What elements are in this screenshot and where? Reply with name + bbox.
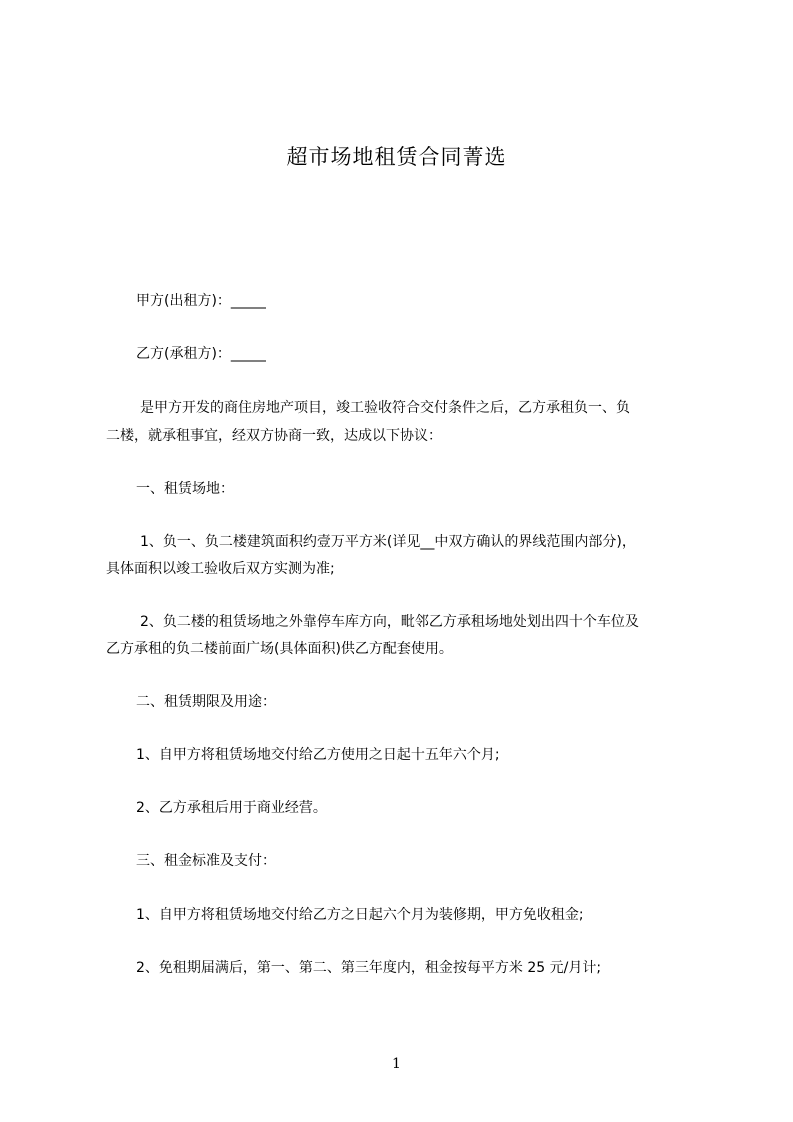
section-2-item-1: 1、自甲方将租赁场地交付给乙方使用之日起十五年六个月; <box>136 747 500 763</box>
section-1-heading: 一、租赁场地： <box>136 481 234 497</box>
section-1-item-1-line-1: 1、负一、负二楼建筑面积约壹万平方米(详见__中双方确认的界线范围内部分)， <box>140 534 636 550</box>
intro-paragraph-line-1: 是甲方开发的商住房地产项目，竣工验收符合交付条件之后，乙方承租负一、负 <box>140 400 630 416</box>
party-b-line: 乙方(承租方)：_____ <box>136 346 266 362</box>
section-3-item-1: 1、自甲方将租赁场地交付给乙方之日起六个月为装修期，甲方免收租金; <box>136 907 584 923</box>
section-3-heading: 三、租金标准及支付： <box>136 853 276 869</box>
intro-paragraph-line-2: 二楼，就承租事宜，经双方协商一致，达成以下协议： <box>106 428 442 444</box>
section-1-item-2-line-1: 2、负二楼的租赁场地之外靠停车库方向，毗邻乙方承租场地处划出四十个车位及 <box>140 614 639 630</box>
section-3-item-2: 2、免租期届满后，第一、第二、第三年度内，租金按每平方米 25 元/月计; <box>136 960 602 976</box>
section-2-item-2: 2、乙方承租后用于商业经营。 <box>136 800 327 816</box>
page-number: 1 <box>392 1056 401 1072</box>
party-a-line: 甲方(出租方)：_____ <box>136 293 266 309</box>
section-1-item-2-line-2: 乙方承租的负二楼前面广场(具体面积)供乙方配套使用。 <box>106 641 453 657</box>
section-1-item-1-line-2: 具体面积以竣工验收后双方实测为准; <box>106 561 335 577</box>
section-2-heading: 二、租赁期限及用途： <box>136 694 276 710</box>
document-title: 超市场地租赁合同菁选 <box>286 145 507 169</box>
